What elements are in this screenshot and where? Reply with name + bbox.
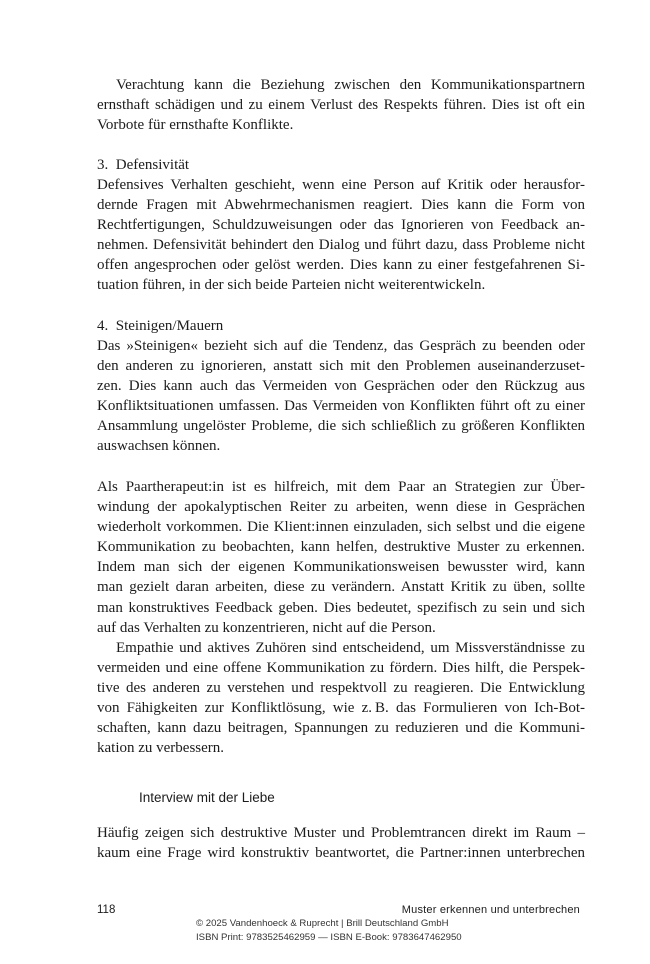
section-heading-defensivitaet: 3. Defensivität bbox=[97, 157, 190, 173]
therapist-paragraph bbox=[97, 477, 585, 638]
empathy-paragraph bbox=[97, 638, 585, 759]
text-line: Vorbote für ernsthafte Konflikte. bbox=[97, 117, 294, 134]
text-line: Verachtung kann die Beziehung zwischen den Kommunikationspartnern bbox=[116, 77, 585, 93]
text-line: vermeiden und eine offene Kommunikation zu fördern. Dies hilft, die Perspek- bbox=[97, 660, 585, 677]
text-line: Defensives Verhalten geschieht, wenn eine Person auf Kritik oder herausfor- bbox=[97, 177, 585, 193]
text-line: schaften, kann dazu beitragen, Spannungen zu reduzieren und die Kommuni- bbox=[97, 720, 585, 737]
text-line: man gezielt daran arbeiten, diese zu verändern. Anstatt Kritik zu üben, sollte bbox=[97, 579, 585, 596]
isbn-line: ISBN Print: 9783525462959 — ISBN E-Book: 9783647462950 bbox=[196, 931, 462, 943]
text-line: Empathie und aktives Zuhören sind entscheidend, um Missverständnisse zu bbox=[116, 640, 585, 656]
text-line: Konfliktsituationen umfassen. Das Vermeiden von Konflikten führt oft zu einer bbox=[97, 398, 585, 415]
text-line: offen angesprochen oder gelöst werden. Dies kann zu einer festgefahrenen Si- bbox=[97, 257, 585, 274]
text-line: Häufig zeigen sich destruktive Muster und Problemtrancen direkt im Raum – bbox=[97, 825, 585, 841]
text-line: windung der apokalyptischen Reiter zu arbeiten, wenn diese in Gesprächen bbox=[97, 499, 585, 516]
subheading-interview: Interview mit der Liebe bbox=[139, 790, 275, 805]
intro-paragraph bbox=[97, 75, 585, 135]
text-line: Das »Steinigen« bezieht sich auf die Tendenz, das Gespräch zu beenden oder bbox=[97, 338, 585, 354]
text-line: Indem man sich der eigenen Kommunikationsweisen bewusster wird, kann bbox=[97, 559, 585, 576]
section-heading-steinigen: 4. Steinigen/Mauern bbox=[97, 318, 224, 334]
publisher-imprint bbox=[196, 917, 462, 944]
text-line: auf das Verhalten zu konzentrieren, nicht auf die Person. bbox=[97, 619, 436, 636]
text-line: ernsthaft schädigen und zu einem Verlust des Respekts führen. Dies ist oft ein bbox=[97, 97, 585, 114]
text-line: Ansammlung ungelöster Probleme, die sich schließlich zu größeren Konflikten bbox=[97, 418, 585, 435]
text-line: von Fähigkeiten zur Konfliktlösung, wie z. B. das Formulieren von Ich-Bot- bbox=[97, 700, 585, 717]
text-line: dernde Fragen mit Abwehrmechanismen reagiert. Dies kann die Form von bbox=[97, 197, 585, 214]
text-line: tive des anderen zu verstehen und respektvoll zu reagieren. Die Entwicklung bbox=[97, 680, 585, 697]
section-3-paragraph bbox=[97, 175, 585, 296]
text-line: Als Paartherapeut:in ist es hilfreich, mit dem Paar an Strategien zur Über- bbox=[97, 479, 585, 495]
section-4-paragraph bbox=[97, 336, 585, 457]
running-title: Muster erkennen und unterbrechen bbox=[401, 904, 580, 916]
text-line: kaum eine Frage wird konstruktiv beantwortet, die Partner:innen unterbrechen bbox=[97, 845, 585, 862]
text-line: man konstruktives Feedback geben. Dies bedeutet, spezifisch zu sein und sich bbox=[97, 599, 585, 616]
page-number: 118 bbox=[97, 904, 116, 916]
text-line: Kommunikation zu beobachten, kann helfen, destruktive Muster zu erkennen. bbox=[97, 539, 585, 556]
copyright-line: © 2025 Vandenhoeck & Ruprecht | Brill Deutschland GmbH bbox=[196, 918, 449, 929]
text-line: tuation führen, in der sich beide Parteien nicht weiterentwickeln. bbox=[97, 277, 486, 294]
text-line: wiederholt vorkommen. Die Klient:innen einzuladen, sich selbst und die eigene bbox=[97, 519, 585, 536]
text-line: nehmen. Defensivität behindert den Dialog und führt dazu, dass Probleme nicht bbox=[97, 237, 585, 254]
text-line: auswachsen können. bbox=[97, 438, 221, 455]
text-line: den anderen zu ignorieren, anstatt sich mit den Problemen auseinanderzuset- bbox=[97, 358, 585, 375]
text-line: zen. Dies kann auch das Vermeiden von Gesprächen oder den Rückzug aus bbox=[97, 378, 585, 395]
closing-paragraph bbox=[97, 823, 585, 863]
text-line: kation zu verbessern. bbox=[97, 740, 225, 757]
text-line: Rechtfertigungen, Schuldzuweisungen oder das Ignorieren von Feedback an- bbox=[97, 217, 585, 234]
